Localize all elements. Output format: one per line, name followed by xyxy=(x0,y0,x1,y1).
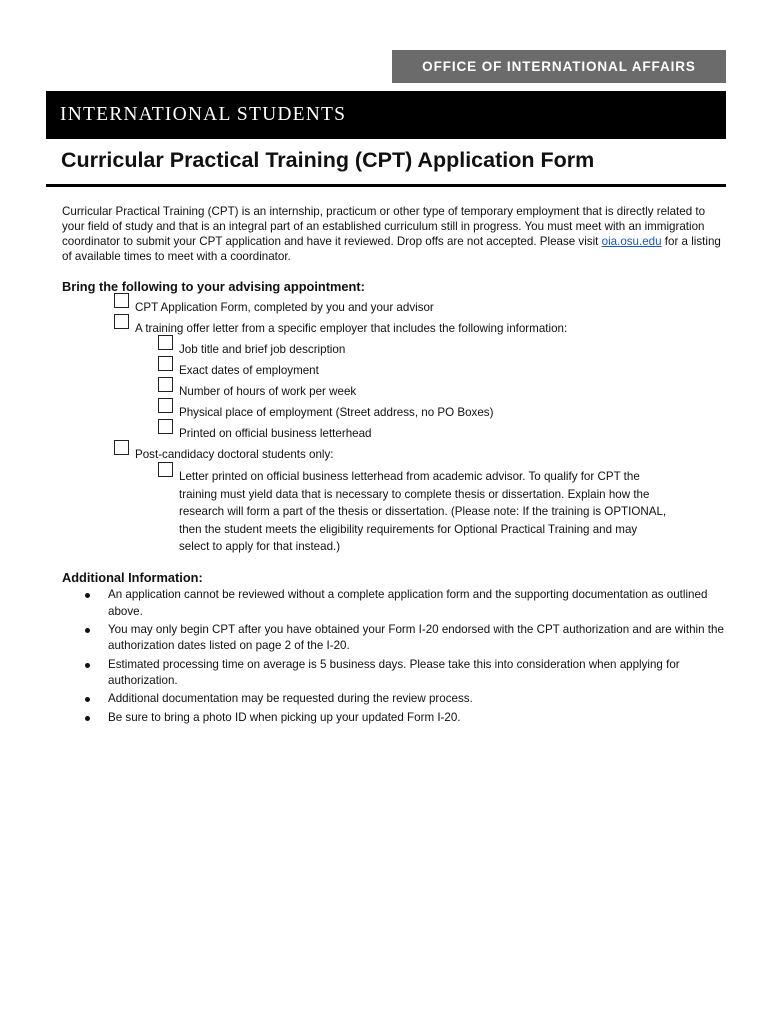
sub-item-job-title xyxy=(158,341,345,359)
checkbox[interactable] xyxy=(158,398,173,413)
checkbox[interactable] xyxy=(158,419,173,434)
intro-text-end: for a listing of available times to meet with a coordinator. xyxy=(62,235,721,263)
list-item xyxy=(62,710,727,727)
intro-text: Curricular Practical Training (CPT) is an internship, practicum or other type of temporary employment that is directly related to your field of study and that is an integral part of an established curriculum still in progress. You must meet with an immigration coordinator to submit your CPT application and have it reviewed. Drop offs are not accepted. Please visit xyxy=(62,205,706,248)
sub-item-dates xyxy=(158,362,319,380)
checkbox[interactable] xyxy=(158,335,173,350)
title-divider xyxy=(46,184,726,187)
checklist-item-label: Post-candidacy doctoral students only: xyxy=(135,448,334,461)
sub-item-label: Physical place of employment (Street address, no PO Boxes) xyxy=(179,406,494,419)
list-item-text: Additional documentation may be requested during the review process. xyxy=(108,692,473,706)
checklist-item-offer-letter xyxy=(114,320,567,338)
checklist-heading: Bring the following to your advising appointment: xyxy=(62,279,365,294)
sub-item-label: Exact dates of employment xyxy=(179,364,319,377)
sub-item-label: Letter printed on official business letterhead from academic advisor. To qualify for CPT the training must yield data that is necessary to complete thesis or dissertation. Explain how the research will form a part of the thesis or dissertation. (Please note: If the training is OPTIONAL, then the student meets the eligibility requirements for Optional Practical Training and may select to apply for that instead.) xyxy=(179,470,667,553)
section-band xyxy=(46,91,726,139)
sub-item-label: Job title and brief job description xyxy=(179,343,346,356)
section-title: INTERNATIONAL STUDENTS xyxy=(60,104,347,125)
bullet-icon xyxy=(85,697,90,702)
list-item-text: Estimated processing time on average is 5 business days. Please take this into consideration when applying for authorization. xyxy=(108,657,680,688)
checklist-item-label: CPT Application Form, completed by you and your advisor xyxy=(135,301,434,314)
checkbox[interactable] xyxy=(158,377,173,392)
page-title: Curricular Practical Training (CPT) Application Form xyxy=(61,148,595,172)
checkbox[interactable] xyxy=(114,440,129,455)
checklist-item-label: A training offer letter from a specific employer that includes the following information: xyxy=(135,322,568,335)
bullet-icon xyxy=(85,716,90,721)
bullet-icon xyxy=(85,593,90,598)
checkbox[interactable] xyxy=(158,356,173,371)
sub-item-label: Number of hours of work per week xyxy=(179,385,357,398)
office-banner xyxy=(392,50,726,83)
bullet-icon xyxy=(85,663,90,668)
oia-link[interactable]: oia.osu.edu xyxy=(601,235,662,248)
checklist-item-application-form xyxy=(114,299,434,317)
checklist-item-doctoral xyxy=(114,446,334,464)
sub-item-label: Printed on official business letterhead xyxy=(179,427,372,440)
list-item xyxy=(62,691,727,708)
list-item xyxy=(62,587,727,620)
list-item-text: Be sure to bring a photo ID when picking up your updated Form I-20. xyxy=(108,710,461,724)
checkbox[interactable] xyxy=(114,293,129,308)
bullet-icon xyxy=(85,628,90,633)
list-item-text: You may only begin CPT after you have obtained your Form I-20 endorsed with the CPT authorization and are within the authorization dates listed on page 2 of the I-20. xyxy=(108,622,724,653)
office-name: OFFICE OF INTERNATIONAL AFFAIRS xyxy=(422,59,696,74)
additional-info-heading: Additional Information: xyxy=(62,570,203,585)
list-item xyxy=(62,657,727,690)
sub-item-place xyxy=(158,404,493,422)
sub-item-advisor-letter xyxy=(158,468,668,556)
intro-paragraph xyxy=(62,204,722,264)
list-item xyxy=(62,622,727,655)
checkbox[interactable] xyxy=(114,314,129,329)
checkbox[interactable] xyxy=(158,462,173,477)
sub-item-letterhead xyxy=(158,425,372,443)
sub-item-hours xyxy=(158,383,356,401)
additional-info-list xyxy=(62,587,727,728)
list-item-text: An application cannot be reviewed without a complete application form and the supporting documentation as outlined above. xyxy=(108,588,708,618)
